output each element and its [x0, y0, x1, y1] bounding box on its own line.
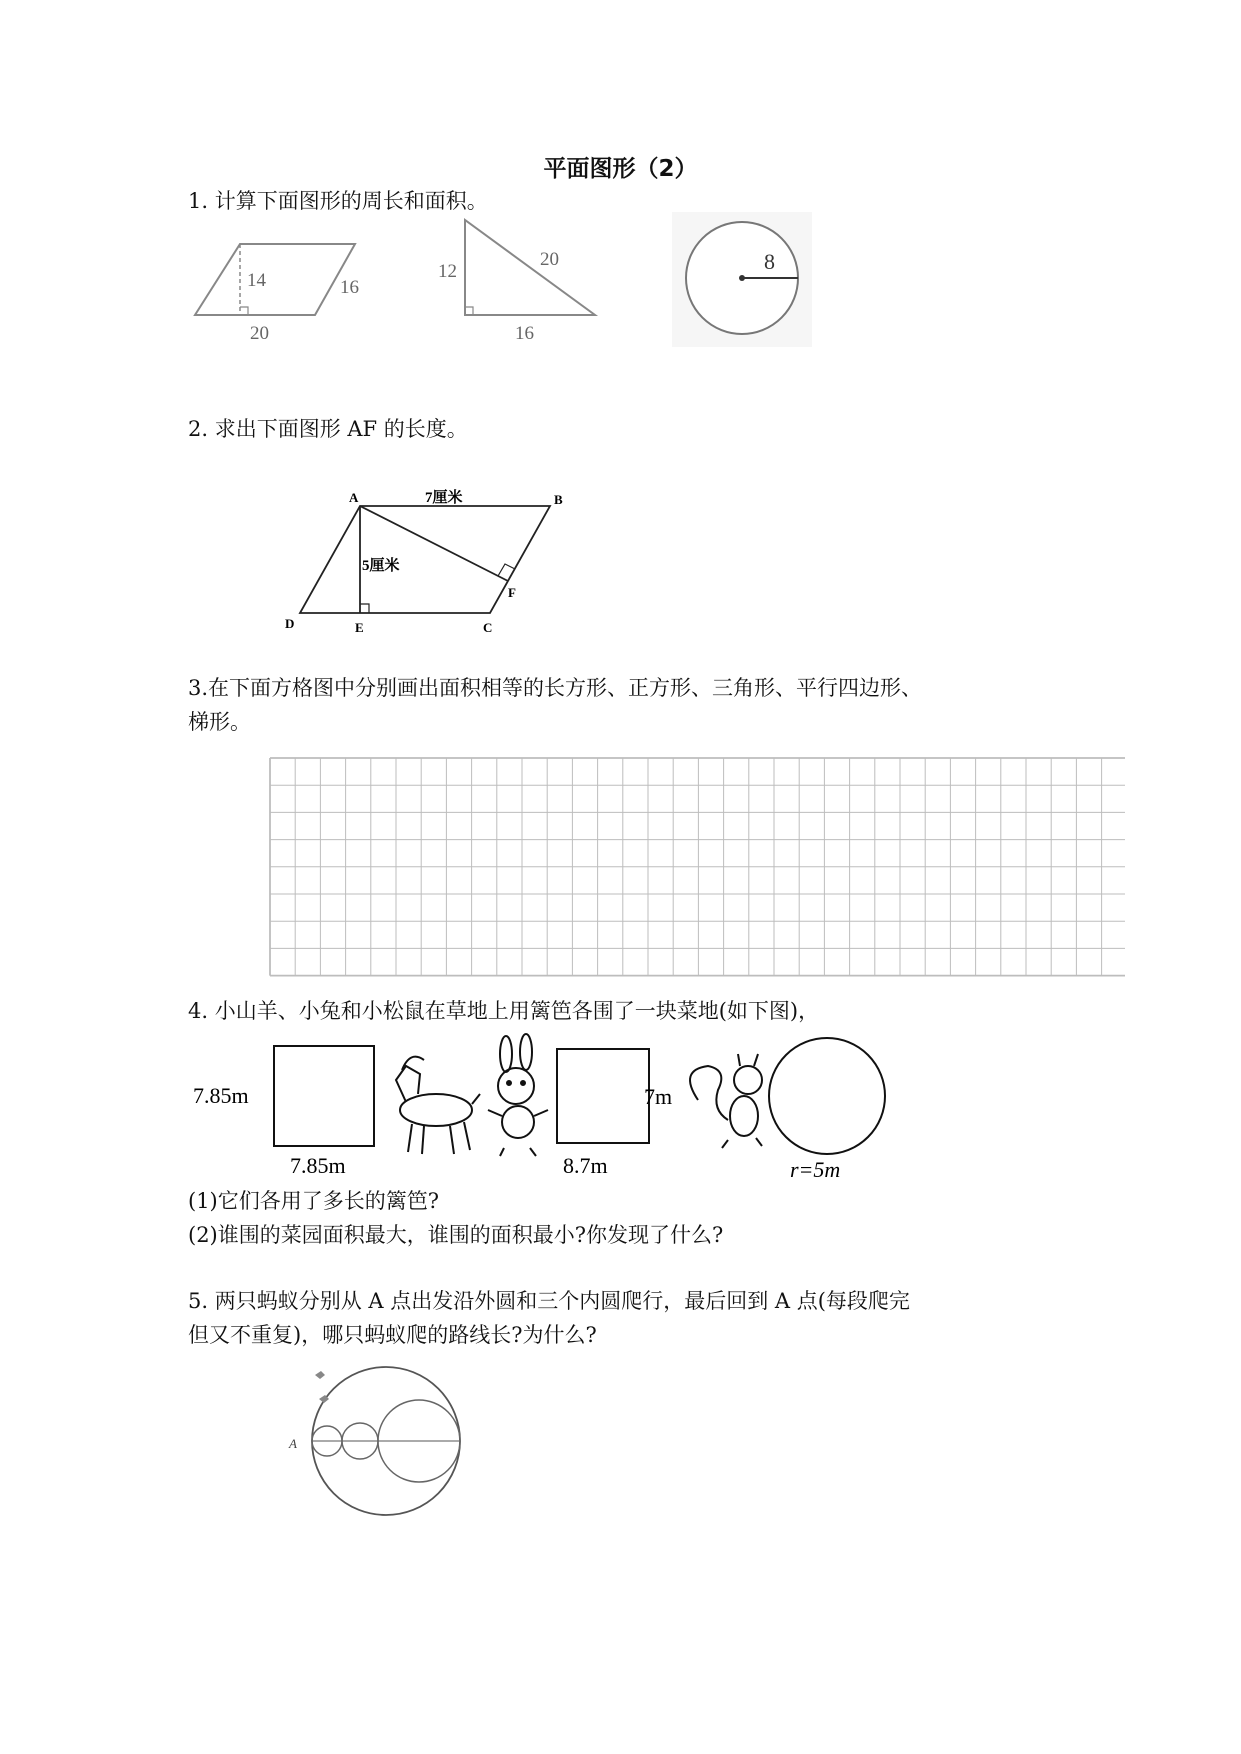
question-2-text: 2. 求出下面图形 AF 的长度。 [188, 417, 468, 441]
point-c-label: C [483, 620, 493, 635]
parallelogram-height-label: 14 [247, 270, 266, 291]
question-3-line-2: 梯形。 [188, 710, 251, 734]
point-f-label: F [508, 585, 516, 600]
triangle-hypotenuse-label: 20 [540, 249, 559, 270]
point-a-label: A [289, 1436, 297, 1451]
question-4-sub-1: (1)它们各用了多长的篱笆? [188, 1189, 440, 1213]
triangle-base-label: 16 [515, 323, 534, 344]
point-b-label: B [554, 492, 563, 507]
parallelogram-base-label: 20 [250, 323, 269, 344]
triangle-vertical-label: 12 [438, 261, 457, 282]
squirrel-icon [690, 1054, 762, 1148]
question-1-text: 1. 计算下面图形的周长和面积。 [188, 189, 488, 213]
goat-icon [396, 1057, 480, 1154]
question-5-line-1: 5. 两只蚂蚁分别从 A 点出发沿外圆和三个内圆爬行，最后回到 A 点(每段爬完 [188, 1289, 910, 1313]
question-4-text: 4. 小山羊、小兔和小松鼠在草地上用篱笆各围了一块菜地(如下图)， [188, 999, 820, 1023]
square-grid[interactable] [269, 757, 1125, 977]
circles-figure [285, 1355, 485, 1520]
rect-width-label: 8.7m [563, 1153, 608, 1178]
question-4-sub-2: (2)谁围的菜园面积最大，谁围的面积最小?你发现了什么? [188, 1223, 724, 1247]
rabbit-icon [488, 1034, 548, 1156]
rect-height-label: 7m [644, 1084, 673, 1109]
height-length-label: 5厘米 [362, 558, 400, 574]
circle-radius-label: 8 [764, 249, 775, 274]
question-3-line-1: 3.在下面方格图中分别画出面积相等的长方形、正方形、三角形、平行四边形、 [188, 676, 923, 700]
parallelogram-side-label: 16 [340, 277, 359, 298]
point-d-label: D [285, 616, 295, 631]
ant-icon [315, 1371, 325, 1379]
top-length-label: 7厘米 [425, 490, 463, 506]
circle-figure [672, 212, 812, 347]
fence-figures [188, 1030, 908, 1180]
point-a-label: A [349, 490, 359, 505]
parallelogram-figure [185, 230, 385, 345]
square-side-bottom-label: 7.85m [290, 1153, 346, 1178]
square-side-left-label: 7.85m [193, 1083, 249, 1108]
question-5-line-2: 但又不重复)，哪只蚂蚁爬的路线长?为什么? [188, 1323, 597, 1347]
right-triangle-figure [430, 215, 610, 345]
parallelogram-af-figure [280, 488, 570, 638]
page-title: 平面图形（2） [543, 156, 698, 182]
point-e-label: E [355, 620, 364, 635]
circle-r-label: r=5m [790, 1157, 841, 1180]
